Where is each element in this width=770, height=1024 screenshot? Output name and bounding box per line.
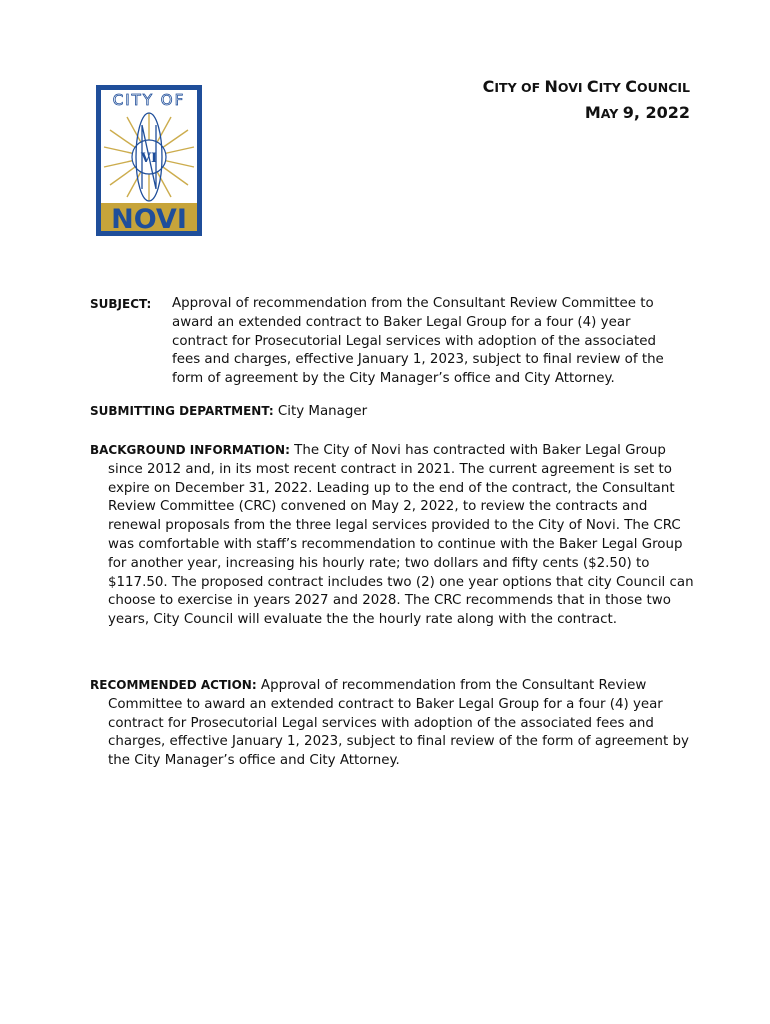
department-section (90, 402, 690, 422)
city-seal-graphic (96, 85, 202, 236)
recommended-action-section (90, 676, 698, 771)
header-title: CITY OF NOVI CITY COUNCIL (482, 77, 690, 96)
logo-top-text: CITY OF (112, 91, 186, 109)
recommended-action-label: RECOMMENDED ACTION: (90, 678, 257, 692)
recommended-action-text: Approval of recommendation from the Consultant Review Committee to award an extended contract to Baker Legal Group for a four (4) year contract for Prosecutorial Legal services with adoption of the associated fees and charges, effective January 1, 2023, subject to final review of the form of agreement by the City Manager’s office and City Attorney. (108, 678, 689, 769)
header-date: MAY 9, 2022 (584, 103, 690, 122)
department-label: SUBMITTING DEPARTMENT: (90, 404, 274, 418)
logo-bottom-text: NOVI (111, 204, 187, 235)
department-value: City Manager (277, 404, 368, 419)
city-of-novi-logo (96, 85, 202, 236)
subject-text: Approval of recommendation from the Consultant Review Committee to award an extended contract to Baker Legal Group for a four (4) year contract for Prosecutorial Legal services with adoption of the associated fees and charges, effective January 1, 2023, subject to final review of the form of agreement by the City Manager’s office and City Attorney. (172, 296, 664, 387)
background-section (90, 441, 698, 630)
background-text: The City of Novi has contracted with Baker Legal Group since 2012 and, in its most recent contract in 2021. The current agreement is set to expire on December 31, 2022. Leading up to the end of the contract, the Consultant Review Committee (CRC) convened on May 2, 2022, to review the contracts and renewal proposals from the three legal services provided to the City of Novi. The CRC was comfortable with staff’s recommendation to continue with the Baker Legal Group for another year, increasing his hourly rate; two dollars and fifty cents ($2.50) to $117.50. The proposed contract includes two (2) one year options that city Council can choose to exercise in years 2027 and 2028. The CRC recommends that in those two years, City Council will evaluate the the hourly rate along with the contract. (108, 443, 694, 628)
background-label: BACKGROUND INFORMATION: (90, 443, 290, 457)
svg-text:VI: VI (140, 151, 158, 166)
document-header (483, 74, 690, 126)
subject-label: SUBJECT: (90, 297, 152, 311)
